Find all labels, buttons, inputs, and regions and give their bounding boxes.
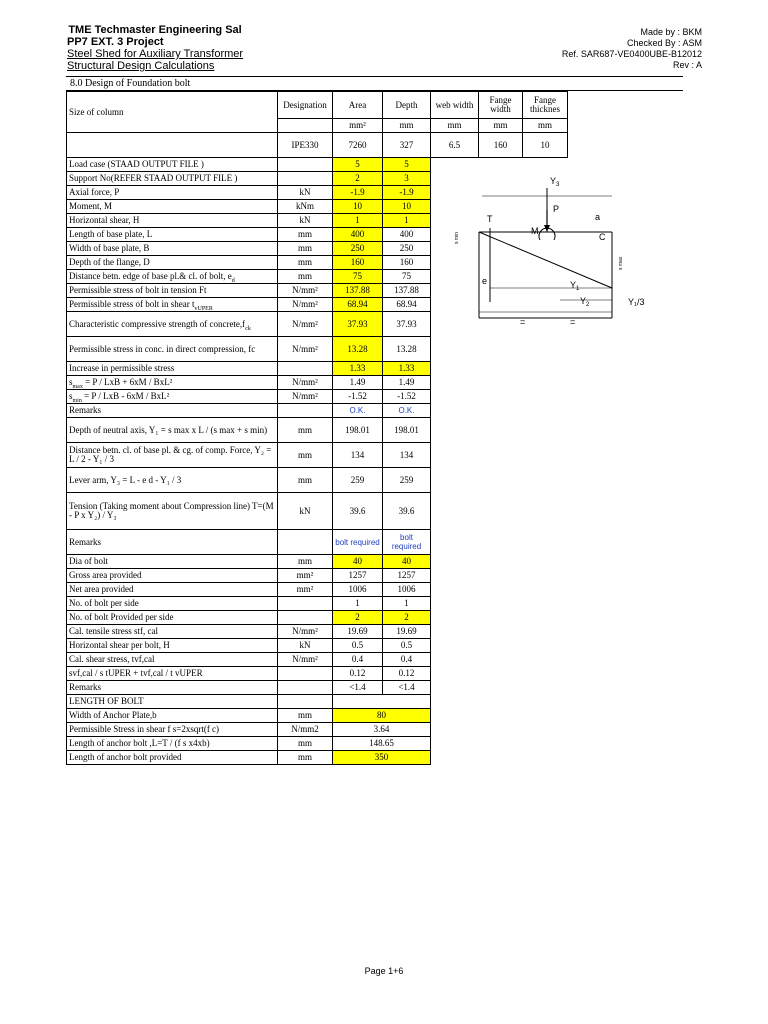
row-value-support-2: 0.5 bbox=[383, 639, 431, 653]
row-value-support-2: 3 bbox=[383, 172, 431, 186]
row-label bbox=[67, 653, 278, 667]
row-value-support-1: 0.5 bbox=[333, 639, 383, 653]
column-unit: mm bbox=[383, 119, 431, 133]
row-unit: mm² bbox=[278, 569, 333, 583]
row-value-support-2: 0.12 bbox=[383, 667, 431, 681]
row-label-text: Permissible stress of bolt in tension Ft bbox=[69, 285, 207, 295]
row-label bbox=[67, 362, 278, 376]
row-label-text: Lever arm, Y₃ = L - e d - Y₁ / 3 bbox=[69, 474, 182, 485]
page-footer: Page 1+6 bbox=[364, 966, 404, 976]
row-label bbox=[67, 443, 278, 468]
column-unit: mm bbox=[523, 119, 568, 133]
calc-row bbox=[67, 418, 568, 443]
row-label bbox=[67, 667, 278, 681]
row-value-support-2: -1.52 bbox=[383, 390, 431, 404]
header-rule bbox=[66, 76, 683, 77]
bolt-length-row bbox=[67, 723, 568, 737]
row-label-text: Length of base plate, L bbox=[69, 229, 153, 239]
row-label bbox=[67, 337, 278, 362]
calc-row bbox=[67, 681, 568, 695]
row-label bbox=[67, 493, 278, 530]
row-unit: N/mm² bbox=[278, 376, 333, 390]
column-header: Fange thicknes bbox=[523, 92, 568, 119]
row-label-sub: ck bbox=[245, 325, 251, 332]
row-unit bbox=[278, 597, 333, 611]
calc-row bbox=[67, 611, 568, 625]
row-unit: mm bbox=[278, 256, 333, 270]
row-value-support-2: 10 bbox=[383, 200, 431, 214]
made-by: Made by : BKM bbox=[640, 27, 702, 37]
row-value-support-1: 13.28 bbox=[333, 337, 383, 362]
label-smin: s min bbox=[454, 232, 460, 244]
row-label-text: Cal. tensile stress stf, cal bbox=[69, 626, 158, 636]
row-label-text: Axial force, P bbox=[69, 187, 120, 197]
row-value-support-2: 1 bbox=[383, 214, 431, 228]
bolt-length-value: 148.65 bbox=[333, 737, 431, 751]
row-unit: N/mm² bbox=[278, 390, 333, 404]
calc-row bbox=[67, 583, 568, 597]
column-unit bbox=[278, 119, 333, 133]
calc-row bbox=[67, 667, 568, 681]
column-header: Fange width bbox=[479, 92, 523, 119]
row-label bbox=[67, 625, 278, 639]
row-label bbox=[67, 530, 278, 555]
subject: Steel Shed for Auxiliary Transformer bbox=[67, 48, 244, 60]
row-unit bbox=[278, 681, 333, 695]
row-value-support-1: 19.69 bbox=[333, 625, 383, 639]
row-value-support-1: 40 bbox=[333, 555, 383, 569]
label-t: T bbox=[487, 214, 493, 224]
label-smax: s max bbox=[618, 256, 624, 270]
bolt-length-title-row bbox=[67, 695, 568, 709]
row-label bbox=[67, 404, 278, 418]
row-value-support-2: 1.49 bbox=[383, 376, 431, 390]
row-value-support-2: -1.9 bbox=[383, 186, 431, 200]
column-header: Area bbox=[333, 92, 383, 119]
row-value-support-2: 1 bbox=[383, 597, 431, 611]
row-label bbox=[67, 284, 278, 298]
row-label-text: Distance betn. cl. of base pl. & cg. of comp. Force, Y₂ = L / 2 - Y₁ / 3 bbox=[69, 445, 272, 464]
row-value-support-2: 40 bbox=[383, 555, 431, 569]
row-value-support-1: 2 bbox=[333, 611, 383, 625]
row-value-support-1: -1.9 bbox=[333, 186, 383, 200]
calc-row bbox=[67, 493, 568, 530]
row-label bbox=[67, 270, 278, 284]
label-equal-left: = bbox=[520, 317, 526, 327]
bolt-length-value: 80 bbox=[333, 709, 431, 723]
row-label bbox=[67, 376, 278, 390]
row-label-sub: min bbox=[72, 397, 82, 404]
row-value-support-2: 19.69 bbox=[383, 625, 431, 639]
row-value-support-2: O.K. bbox=[383, 404, 431, 418]
row-label-sub: vUPER bbox=[194, 305, 213, 312]
row-unit bbox=[278, 667, 333, 681]
row-unit: mm bbox=[278, 418, 333, 443]
row-unit: N/mm² bbox=[278, 284, 333, 298]
row-value-support-1: 1.49 bbox=[333, 376, 383, 390]
row-label-text: Horizontal shear, H bbox=[69, 215, 140, 225]
row-label-sub: d bbox=[231, 277, 235, 284]
row-value-support-2: 1257 bbox=[383, 569, 431, 583]
row-value-support-1: 68.94 bbox=[333, 298, 383, 312]
row-label bbox=[67, 186, 278, 200]
row-label-text: Remarks bbox=[69, 536, 101, 547]
label-m: M bbox=[531, 226, 539, 236]
calc-row bbox=[67, 597, 568, 611]
section-title: 8.0 Design of Foundation bolt bbox=[70, 78, 191, 89]
row-unit: mm bbox=[278, 270, 333, 284]
row-value-support-1: 1 bbox=[333, 597, 383, 611]
row-label-sub: max bbox=[72, 383, 83, 390]
calc-row bbox=[67, 625, 568, 639]
row-value-support-1: bolt required bbox=[333, 530, 383, 555]
row-value-support-2: 259 bbox=[383, 468, 431, 493]
calc-row bbox=[67, 362, 568, 376]
row-unit bbox=[278, 158, 333, 172]
row-value-support-1: 0.12 bbox=[333, 667, 383, 681]
row-label bbox=[67, 611, 278, 625]
label-p: P bbox=[553, 204, 560, 214]
bolt-length-label: Length of anchor bolt provided bbox=[67, 751, 278, 765]
row-value-support-1: 10 bbox=[333, 200, 383, 214]
calc-row bbox=[67, 569, 568, 583]
row-label-text: Tension (Taking moment about Compression line) T=(M - P x Y₂) / Y₃ bbox=[69, 501, 274, 520]
row-unit: mm bbox=[278, 242, 333, 256]
label-y3: $Y_3$ bbox=[550, 176, 560, 188]
row-unit: kN bbox=[278, 214, 333, 228]
row-label bbox=[67, 597, 278, 611]
bolt-length-row bbox=[67, 751, 568, 765]
column-header-row bbox=[67, 92, 568, 119]
calc-row bbox=[67, 404, 568, 418]
calc-row bbox=[67, 390, 568, 404]
reference: Ref. SAR687-VE0400UBE-B12012 bbox=[561, 49, 702, 59]
label-a: a bbox=[595, 212, 601, 222]
row-label bbox=[67, 312, 278, 337]
bolt-length-unit: mm bbox=[278, 751, 333, 765]
row-label-text: Load case (STAAD OUTPUT FILE ) bbox=[69, 159, 204, 169]
row-unit bbox=[278, 611, 333, 625]
row-value-support-1: 250 bbox=[333, 242, 383, 256]
row-value-support-1: -1.52 bbox=[333, 390, 383, 404]
row-label-text: Remarks bbox=[69, 405, 101, 415]
row-label bbox=[67, 158, 278, 172]
row-value-support-2: bolt required bbox=[383, 530, 431, 555]
bolt-length-label: Length of anchor bolt ,L=T / (f s x4xb) bbox=[67, 737, 278, 751]
calc-row bbox=[67, 468, 568, 493]
row-value-support-1: 1.33 bbox=[333, 362, 383, 376]
row-unit: kNm bbox=[278, 200, 333, 214]
bolt-length-unit: mm bbox=[278, 737, 333, 751]
row-unit: kN bbox=[278, 639, 333, 653]
bolt-length-value: 350 bbox=[333, 751, 431, 765]
row-label bbox=[67, 228, 278, 242]
row-unit: N/mm² bbox=[278, 625, 333, 639]
row-value-support-1: 0.4 bbox=[333, 653, 383, 667]
column-value: 6.5 bbox=[431, 133, 479, 158]
row-value-support-2: 198.01 bbox=[383, 418, 431, 443]
row-unit: N/mm² bbox=[278, 298, 333, 312]
row-value-support-1: 259 bbox=[333, 468, 383, 493]
column-header: Depth bbox=[383, 92, 431, 119]
row-label-text: Support No(REFER STAAD OUTPUT FILE ) bbox=[69, 173, 238, 183]
row-value-support-2: 39.6 bbox=[383, 493, 431, 530]
label-equal-right: = bbox=[570, 317, 576, 327]
row-value-support-1: O.K. bbox=[333, 404, 383, 418]
row-label-text: No. of bolt Provided per side bbox=[69, 612, 174, 622]
row-unit bbox=[278, 530, 333, 555]
row-label-text: Increase in permissible stress bbox=[69, 363, 175, 373]
row-value-support-2: 134 bbox=[383, 443, 431, 468]
row-value-support-1: 160 bbox=[333, 256, 383, 270]
row-label bbox=[67, 681, 278, 695]
row-label-text: Horizontal shear per bolt, H bbox=[69, 640, 170, 650]
row-value-support-1: 137.88 bbox=[333, 284, 383, 298]
row-value-support-1: 400 bbox=[333, 228, 383, 242]
row-label-text: Gross area provided bbox=[69, 570, 142, 580]
row-label bbox=[67, 468, 278, 493]
bolt-length-label: Width of Anchor Plate,b bbox=[67, 709, 278, 723]
header-left bbox=[67, 24, 243, 72]
calc-row bbox=[67, 653, 568, 667]
row-unit: kN bbox=[278, 493, 333, 530]
row-value-support-2: 160 bbox=[383, 256, 431, 270]
row-label bbox=[67, 200, 278, 214]
column-values-row bbox=[67, 133, 568, 158]
row-label-text: Distance betn. edge of base pl.& cl. of bolt, e bbox=[69, 271, 232, 281]
column-value: 10 bbox=[523, 133, 568, 158]
row-unit: mm bbox=[278, 555, 333, 569]
bolt-length-label: Permissible Stress in shear f s=2xsqrt(f c) bbox=[67, 723, 278, 737]
calc-row bbox=[67, 530, 568, 555]
row-value-support-2: 400 bbox=[383, 228, 431, 242]
row-value-support-2: 0.4 bbox=[383, 653, 431, 667]
row-label-text: svf,cal / s tUPER + tvf,cal / t vUPER bbox=[69, 668, 203, 678]
bolt-length-row bbox=[67, 709, 568, 723]
column-value: 7260 bbox=[333, 133, 383, 158]
stress-line bbox=[479, 232, 612, 288]
calc-row bbox=[67, 639, 568, 653]
label-c: C bbox=[599, 232, 606, 242]
row-label bbox=[67, 569, 278, 583]
row-label-text: Depth of neutral axis, Y₁ = s max x L / (s max + s min) bbox=[69, 424, 268, 435]
row-label bbox=[67, 242, 278, 256]
checked-by: Checked By : ASM bbox=[626, 38, 702, 48]
row-label bbox=[67, 418, 278, 443]
row-label bbox=[67, 214, 278, 228]
label-y1: $Y_1$ bbox=[570, 280, 580, 292]
row-unit: mm bbox=[278, 443, 333, 468]
row-value-support-1: 134 bbox=[333, 443, 383, 468]
row-label-text: Permissible stress of bolt in shear t bbox=[69, 299, 195, 309]
row-unit: kN bbox=[278, 186, 333, 200]
row-value-support-1: 5 bbox=[333, 158, 383, 172]
row-label-text: s bbox=[69, 377, 73, 387]
row-unit: N/mm² bbox=[278, 653, 333, 667]
row-label-rest: = P / LxB - 6xM / BxL² bbox=[81, 391, 170, 401]
column-unit: mm bbox=[431, 119, 479, 133]
row-value-support-2: 5 bbox=[383, 158, 431, 172]
row-label-text: Remarks bbox=[69, 682, 101, 692]
row-unit: mm bbox=[278, 468, 333, 493]
bolt-length-value: 3.64 bbox=[333, 723, 431, 737]
row-unit bbox=[278, 362, 333, 376]
row-label-rest: = P / LxB + 6xM / BxL² bbox=[82, 377, 173, 387]
row-unit bbox=[278, 404, 333, 418]
row-label bbox=[67, 639, 278, 653]
header-right bbox=[562, 27, 702, 71]
row-unit: N/mm² bbox=[278, 312, 333, 337]
row-unit: mm² bbox=[278, 583, 333, 597]
row-label bbox=[67, 583, 278, 597]
row-value-support-1: 75 bbox=[333, 270, 383, 284]
row-unit: mm bbox=[278, 228, 333, 242]
size-of-column-label: Size of column bbox=[67, 92, 278, 133]
column-header: web width bbox=[431, 92, 479, 119]
row-value-support-2: <1.4 bbox=[383, 681, 431, 695]
row-label-text: Permissible stress in conc. in direct compression, fc bbox=[69, 343, 256, 354]
column-header: Designation bbox=[278, 92, 333, 119]
row-value-support-2: 137.88 bbox=[383, 284, 431, 298]
row-label-text: Characteristic compressive strength of concrete,f bbox=[69, 318, 246, 329]
row-label bbox=[67, 390, 278, 404]
row-label-text: Dia of bolt bbox=[69, 556, 108, 566]
row-unit: N/mm² bbox=[278, 337, 333, 362]
column-value: 160 bbox=[479, 133, 523, 158]
row-value-support-2: 250 bbox=[383, 242, 431, 256]
row-value-support-2: 1006 bbox=[383, 583, 431, 597]
row-value-support-1: <1.4 bbox=[333, 681, 383, 695]
company-name: TME Techmaster Engineering Sal bbox=[68, 24, 242, 36]
row-value-support-2: 1.33 bbox=[383, 362, 431, 376]
row-value-support-2: 2 bbox=[383, 611, 431, 625]
label-e: e bbox=[482, 276, 488, 286]
bolt-length-unit: mm bbox=[278, 709, 333, 723]
column-value: 327 bbox=[383, 133, 431, 158]
calc-row bbox=[67, 443, 568, 468]
row-label-text: Width of base plate, B bbox=[69, 243, 150, 253]
row-label-text: s bbox=[69, 391, 73, 401]
project-name: PP7 EXT. 3 Project bbox=[67, 36, 164, 48]
row-unit bbox=[278, 172, 333, 186]
row-value-support-1: 39.6 bbox=[333, 493, 383, 530]
row-value-support-1: 198.01 bbox=[333, 418, 383, 443]
row-label bbox=[67, 298, 278, 312]
bolt-length-unit: N/mm2 bbox=[278, 723, 333, 737]
row-label bbox=[67, 256, 278, 270]
row-label-text: Moment, M bbox=[69, 201, 113, 211]
row-value-support-2: 75 bbox=[383, 270, 431, 284]
row-label bbox=[67, 172, 278, 186]
row-value-support-1: 1 bbox=[333, 214, 383, 228]
row-label-text: Net area provided bbox=[69, 584, 134, 594]
row-value-support-2: 68.94 bbox=[383, 298, 431, 312]
row-value-support-1: 1257 bbox=[333, 569, 383, 583]
bolt-length-title: LENGTH OF BOLT bbox=[67, 695, 278, 709]
calc-row bbox=[67, 555, 568, 569]
column-unit: mm² bbox=[333, 119, 383, 133]
row-label-text: No. of bolt per side bbox=[69, 598, 139, 608]
column-value: IPE330 bbox=[278, 133, 333, 158]
row-label-text: Cal. shear stress, tvf,cal bbox=[69, 654, 155, 664]
bolt-length-row bbox=[67, 737, 568, 751]
row-label-text: Depth of the flange, D bbox=[69, 257, 150, 267]
label-y2: $Y_2$ bbox=[580, 296, 590, 308]
document-type: Structural Design Calculations bbox=[67, 60, 215, 72]
base-plate-diagram bbox=[452, 170, 682, 330]
label-y1-third: Y₁/3 bbox=[628, 297, 645, 307]
calc-row bbox=[67, 376, 568, 390]
calc-row bbox=[67, 337, 568, 362]
row-value-support-1: 2 bbox=[333, 172, 383, 186]
row-value-support-2: 37.93 bbox=[383, 312, 431, 337]
column-unit: mm bbox=[479, 119, 523, 133]
row-value-support-1: 1006 bbox=[333, 583, 383, 597]
revision: Rev : A bbox=[672, 60, 702, 70]
row-label bbox=[67, 555, 278, 569]
row-value-support-1: 37.93 bbox=[333, 312, 383, 337]
row-value-support-2: 13.28 bbox=[383, 337, 431, 362]
